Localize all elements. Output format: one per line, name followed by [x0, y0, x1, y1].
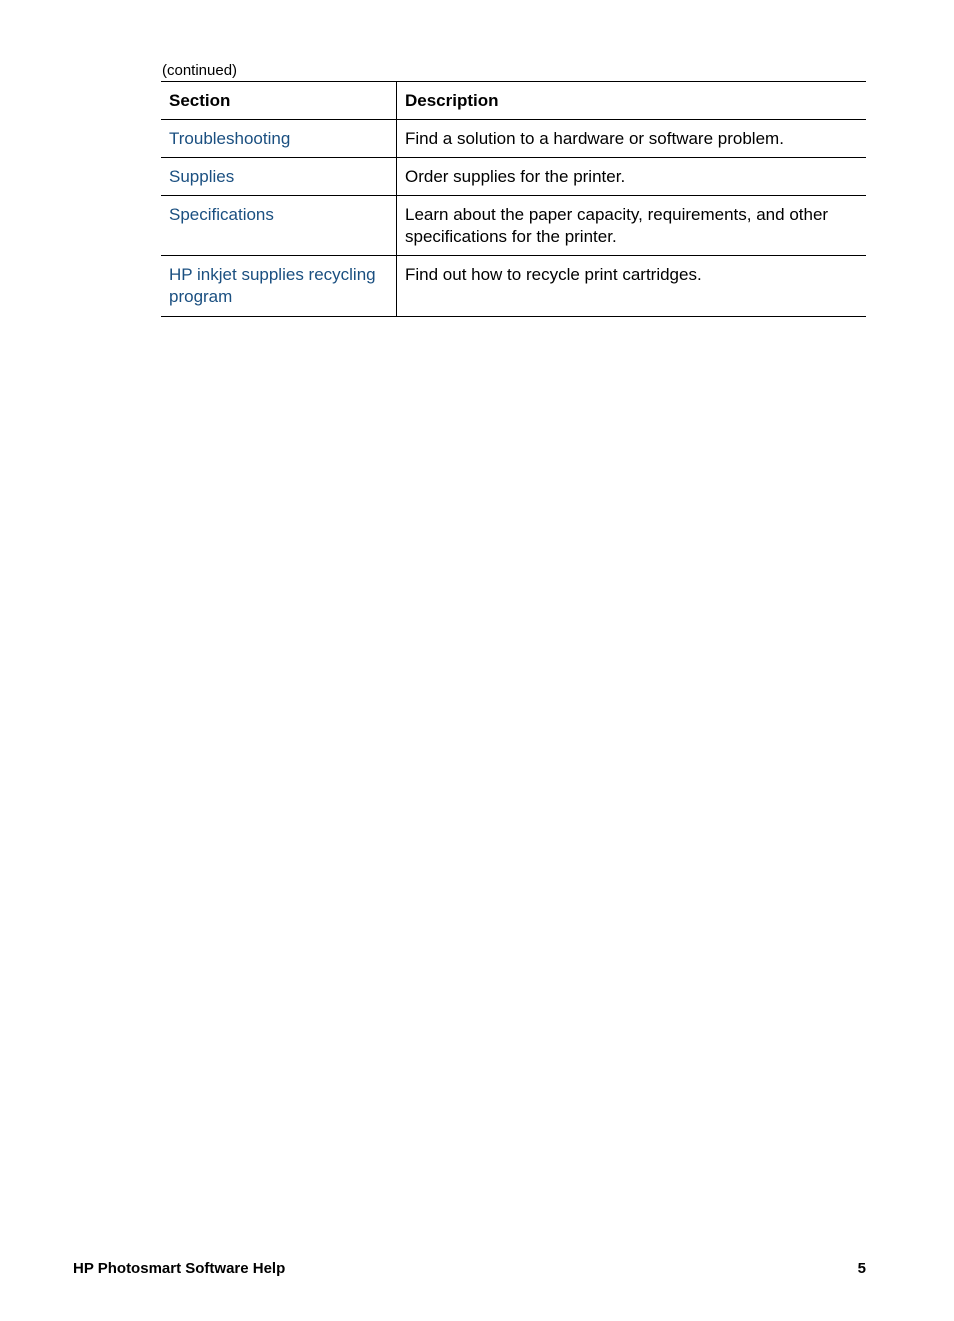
table-row [161, 158, 866, 196]
table-row [161, 196, 866, 256]
link-specifications[interactable]: Specifications [169, 205, 274, 224]
description-cell: Learn about the paper capacity, requirements, and other specifications for the printer. [397, 196, 867, 256]
description-cell: Order supplies for the printer. [397, 158, 867, 196]
link-troubleshooting[interactable]: Troubleshooting [169, 129, 291, 148]
section-cell [161, 196, 397, 256]
link-recycling-program[interactable]: HP inkjet supplies recycling program [169, 265, 376, 306]
table-row [161, 256, 866, 317]
header-section: Section [161, 82, 397, 120]
continued-label: (continued) [162, 62, 238, 79]
sections-table [161, 81, 866, 317]
page-number: 5 [857, 1260, 866, 1277]
description-cell: Find a solution to a hardware or software problem. [397, 120, 867, 158]
header-description: Description [397, 82, 867, 120]
description-cell: Find out how to recycle print cartridges. [397, 256, 867, 317]
footer-title: HP Photosmart Software Help [73, 1260, 286, 1277]
section-cell [161, 120, 397, 158]
table-row [161, 120, 866, 158]
table-header-row [161, 82, 866, 120]
link-supplies[interactable]: Supplies [169, 167, 235, 186]
section-cell [161, 158, 397, 196]
section-cell [161, 256, 397, 317]
